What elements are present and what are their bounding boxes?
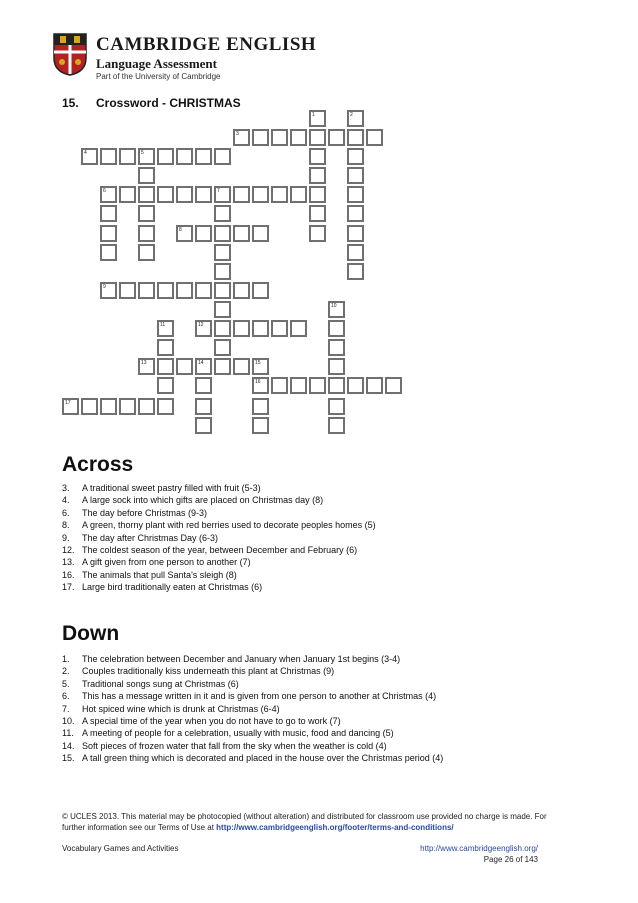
crossword-cell[interactable]: [157, 339, 174, 356]
terms-prefix: further information see our Terms of Use at: [62, 823, 217, 832]
crossword-cell[interactable]: [271, 129, 288, 146]
crossword-cell[interactable]: [328, 398, 345, 415]
cell-number: 13: [141, 360, 147, 366]
clue-number: 13.: [62, 557, 75, 568]
clue-number: 2.: [62, 666, 70, 677]
crossword-cell[interactable]: [195, 417, 212, 434]
cell-number: 3: [236, 131, 239, 137]
crossword-cell[interactable]: [138, 167, 155, 184]
clue-number: 3.: [62, 483, 70, 493]
down-clue: [62, 665, 443, 677]
cell-number: 10: [331, 303, 337, 309]
clue-text: The day before Christmas (9-3): [82, 507, 208, 518]
across-clue: [62, 532, 376, 544]
crossword-cell[interactable]: [233, 186, 250, 203]
cell-number: 14: [198, 360, 204, 366]
crossword-cell[interactable]: [214, 186, 231, 203]
cell-number: 4: [84, 150, 87, 156]
crossword-cell[interactable]: [328, 129, 345, 146]
cell-number: 11: [160, 322, 166, 328]
clue-text: The celebration between December and January when January 1st begins (3-4): [82, 654, 401, 664]
crossword-cell[interactable]: [214, 225, 231, 242]
clue-text: Traditional songs sung at Christmas (6): [82, 678, 239, 689]
crossword-cell[interactable]: [157, 320, 174, 337]
cell-number: 15: [255, 360, 261, 366]
cell-number: 16: [255, 379, 261, 385]
cell-number: 8: [179, 227, 182, 233]
crossword-cell[interactable]: [176, 282, 193, 299]
crossword-cell[interactable]: [100, 205, 117, 222]
crossword-cell[interactable]: [138, 186, 155, 203]
clue-number: 5.: [62, 678, 70, 689]
crossword-cell[interactable]: [214, 320, 231, 337]
cell-number: 6: [103, 188, 106, 194]
crossword-cell[interactable]: [119, 148, 136, 165]
clue-number: 15.: [62, 753, 75, 764]
crossword-cell[interactable]: [271, 320, 288, 337]
crossword-cell[interactable]: [138, 225, 155, 242]
crossword-cell[interactable]: [328, 301, 345, 318]
crossword-cell[interactable]: [347, 129, 364, 146]
crossword-cell[interactable]: [138, 398, 155, 415]
crossword-cell[interactable]: [347, 225, 364, 242]
down-clue: [62, 678, 443, 690]
crossword-cell[interactable]: [157, 398, 174, 415]
clue-number: 17.: [62, 582, 75, 593]
crossword-cell[interactable]: [309, 186, 326, 203]
crossword-cell[interactable]: [176, 148, 193, 165]
crossword-cell[interactable]: [157, 377, 174, 394]
down-clue: [62, 740, 443, 752]
crossword-cell[interactable]: [176, 186, 193, 203]
crossword-cell[interactable]: [195, 225, 212, 242]
across-clue: [62, 507, 376, 519]
crossword-cell[interactable]: [252, 225, 269, 242]
clue-text: A traditional sweet pastry filled with fruit (5-3): [82, 483, 261, 493]
crossword-cell[interactable]: [347, 205, 364, 222]
clue-number: 16.: [62, 569, 75, 580]
crossword-cell[interactable]: [81, 148, 98, 165]
crossword-cell[interactable]: [252, 320, 269, 337]
crossword-cell[interactable]: [214, 339, 231, 356]
brand-subtitle: Language Assessment: [96, 56, 217, 71]
copyright-text: © UCLES 2013. This material may be photocopied (without alteration) and distributed for classroom use provided no charge is made. For: [62, 812, 547, 821]
crossword-cell[interactable]: [100, 398, 117, 415]
page-title-number: 15.: [62, 96, 79, 110]
crossword-cell[interactable]: [195, 398, 212, 415]
crossword-cell[interactable]: [176, 225, 193, 242]
clue-number: 8.: [62, 520, 70, 531]
down-clue: [62, 715, 443, 727]
copyright-notice: [62, 812, 547, 832]
across-clue-list: [62, 482, 376, 594]
crossword-cell[interactable]: [62, 398, 79, 415]
across-clue: [62, 556, 376, 568]
crossword-cell[interactable]: [138, 282, 155, 299]
crossword-cell[interactable]: [157, 186, 174, 203]
crossword-cell[interactable]: [347, 377, 364, 394]
brand-name: CAMBRIDGE ENGLISH: [96, 34, 317, 55]
crossword-cell[interactable]: [195, 282, 212, 299]
crossword-cell[interactable]: [328, 320, 345, 337]
crossword-cell[interactable]: [214, 148, 231, 165]
down-clue: [62, 653, 443, 665]
cell-number: 2: [350, 112, 353, 118]
page-footer: [62, 844, 538, 864]
crossword-cell[interactable]: [271, 377, 288, 394]
clue-number: 9.: [62, 532, 70, 543]
clue-number: 1.: [62, 654, 70, 664]
clue-text: Couples traditionally kiss underneath this plant at Christmas (9): [82, 666, 335, 677]
clue-text: The day after Christmas Day (6-3): [82, 532, 219, 543]
cell-number: 5: [141, 150, 144, 156]
clue-number: 6.: [62, 507, 70, 518]
clue-text: A tall green thing which is decorated and placed in the house over the Christmas period (4): [82, 753, 444, 764]
across-clue: [62, 482, 376, 494]
cell-number: 12: [198, 322, 204, 328]
crossword-cell[interactable]: [100, 148, 117, 165]
crossword-cell[interactable]: [309, 225, 326, 242]
terms-link[interactable]: http://www.cambridgeenglish.org/footer/terms-and-conditions/: [216, 823, 454, 832]
clue-text: A meeting of people for a celebration, usually with music, food and dancing (5): [82, 728, 394, 739]
crossword-cell[interactable]: [138, 358, 155, 375]
crossword-cell[interactable]: [309, 110, 326, 127]
footer-doc-title: Vocabulary Games and Activities: [62, 844, 179, 853]
down-clue: [62, 703, 443, 715]
cell-number: 17: [65, 400, 71, 406]
across-clue: [62, 544, 376, 556]
page-number: Page 26 of 143: [483, 855, 538, 864]
crossword-cell[interactable]: [252, 129, 269, 146]
crossword-cell[interactable]: [233, 129, 250, 146]
clue-text: The coldest season of the year, between December and February (6): [82, 545, 358, 556]
crossword-cell[interactable]: [252, 358, 269, 375]
clue-text: A special time of the year when you do not have to go to work (7): [82, 716, 341, 727]
crossword-cell[interactable]: [347, 148, 364, 165]
crossword-cell[interactable]: [100, 282, 117, 299]
crossword-cell[interactable]: [309, 205, 326, 222]
crossword-cell[interactable]: [385, 377, 402, 394]
crossword-cell[interactable]: [195, 186, 212, 203]
crossword-cell[interactable]: [195, 358, 212, 375]
crossword-cell[interactable]: [366, 377, 383, 394]
crossword-cell[interactable]: [214, 244, 231, 261]
crossword-cell[interactable]: [328, 358, 345, 375]
crossword-cell[interactable]: [347, 263, 364, 280]
clue-text: The animals that pull Santa's sleigh (8): [82, 569, 237, 580]
crossword-cell[interactable]: [214, 358, 231, 375]
clue-number: 6.: [62, 691, 70, 702]
clue-number: 11.: [62, 728, 74, 739]
crossword-cell[interactable]: [328, 377, 345, 394]
crossword-cell[interactable]: [309, 167, 326, 184]
crossword-cell[interactable]: [309, 377, 326, 394]
across-clue: [62, 569, 376, 581]
crossword-cell[interactable]: [328, 339, 345, 356]
clue-text: This has a message written in it and is given from one person to another at Christmas (4): [82, 691, 437, 702]
crossword-cell[interactable]: [176, 358, 193, 375]
clue-text: Large bird traditionally eaten at Christmas (6): [82, 582, 263, 593]
clue-number: 7.: [62, 703, 70, 714]
cell-number: 9: [103, 284, 106, 290]
clue-number: 10.: [62, 716, 75, 727]
across-clue: [62, 519, 376, 531]
cell-number: 7: [217, 188, 220, 194]
crossword-cell[interactable]: [290, 320, 307, 337]
cell-number: 1: [312, 112, 315, 118]
crossword-cell[interactable]: [157, 282, 174, 299]
crossword-cell[interactable]: [252, 398, 269, 415]
crossword-cell[interactable]: [347, 110, 364, 127]
crossword-cell[interactable]: [252, 417, 269, 434]
crossword-cell[interactable]: [214, 263, 231, 280]
crossword-cell[interactable]: [138, 148, 155, 165]
across-heading: Across: [62, 453, 134, 476]
crossword-cell[interactable]: [138, 205, 155, 222]
crossword-cell[interactable]: [119, 398, 136, 415]
crossword-cell[interactable]: [214, 301, 231, 318]
crossword-cell[interactable]: [81, 398, 98, 415]
crossword-cell[interactable]: [252, 186, 269, 203]
crossword-cell[interactable]: [195, 377, 212, 394]
crossword-cell[interactable]: [100, 244, 117, 261]
footer-site-link[interactable]: http://www.cambridgeenglish.org/: [420, 844, 538, 853]
crossword-cell[interactable]: [233, 282, 250, 299]
crossword-cell[interactable]: [119, 282, 136, 299]
clue-number: 4.: [62, 495, 70, 506]
crossword-cell[interactable]: [290, 129, 307, 146]
crossword-cell[interactable]: [328, 417, 345, 434]
across-clue: [62, 494, 376, 506]
crossword-cell[interactable]: [233, 320, 250, 337]
clue-number: 12.: [62, 545, 75, 556]
down-clue-list: [62, 653, 443, 765]
crossword-cell[interactable]: [290, 377, 307, 394]
clue-text: A green, thorny plant with red berries used to decorate peoples homes (5): [82, 520, 376, 531]
crossword-cell[interactable]: [100, 186, 117, 203]
crossword-cell[interactable]: [252, 282, 269, 299]
crossword-cell[interactable]: [271, 186, 288, 203]
crossword-cell[interactable]: [347, 244, 364, 261]
crossword-cell[interactable]: [252, 377, 269, 394]
crossword-cell[interactable]: [366, 129, 383, 146]
crossword-cell[interactable]: [119, 186, 136, 203]
crossword-cell[interactable]: [309, 148, 326, 165]
across-clue: [62, 581, 376, 593]
crossword-cell[interactable]: [347, 186, 364, 203]
clue-number: 14.: [62, 740, 75, 751]
page-title-text: Crossword - CHRISTMAS: [96, 96, 241, 110]
crossword-cell[interactable]: [347, 167, 364, 184]
crossword-cell[interactable]: [138, 244, 155, 261]
crossword-grid: [0, 0, 638, 450]
crossword-cell[interactable]: [157, 148, 174, 165]
clue-text: Soft pieces of frozen water that fall from the sky when the weather is cold (4): [82, 740, 387, 751]
clue-text: A gift given from one person to another (7): [82, 557, 251, 568]
crossword-cell[interactable]: [290, 186, 307, 203]
crossword-cell[interactable]: [309, 129, 326, 146]
down-clue: [62, 727, 443, 739]
clue-text: Hot spiced wine which is drunk at Christmas (6-4): [82, 703, 280, 714]
crossword-cell[interactable]: [233, 358, 250, 375]
crossword-cell[interactable]: [233, 225, 250, 242]
crossword-cell[interactable]: [195, 148, 212, 165]
crossword-cell[interactable]: [214, 282, 231, 299]
crossword-cell[interactable]: [214, 205, 231, 222]
crossword-cell[interactable]: [157, 358, 174, 375]
crossword-cell[interactable]: [195, 320, 212, 337]
clue-text: A large sock into which gifts are placed on Christmas day (8): [82, 495, 324, 506]
down-heading: Down: [62, 622, 120, 645]
down-clue: [62, 752, 443, 764]
brand-tagline: Part of the University of Cambridge: [96, 72, 221, 81]
crossword-cell[interactable]: [100, 225, 117, 242]
down-clue: [62, 690, 443, 702]
